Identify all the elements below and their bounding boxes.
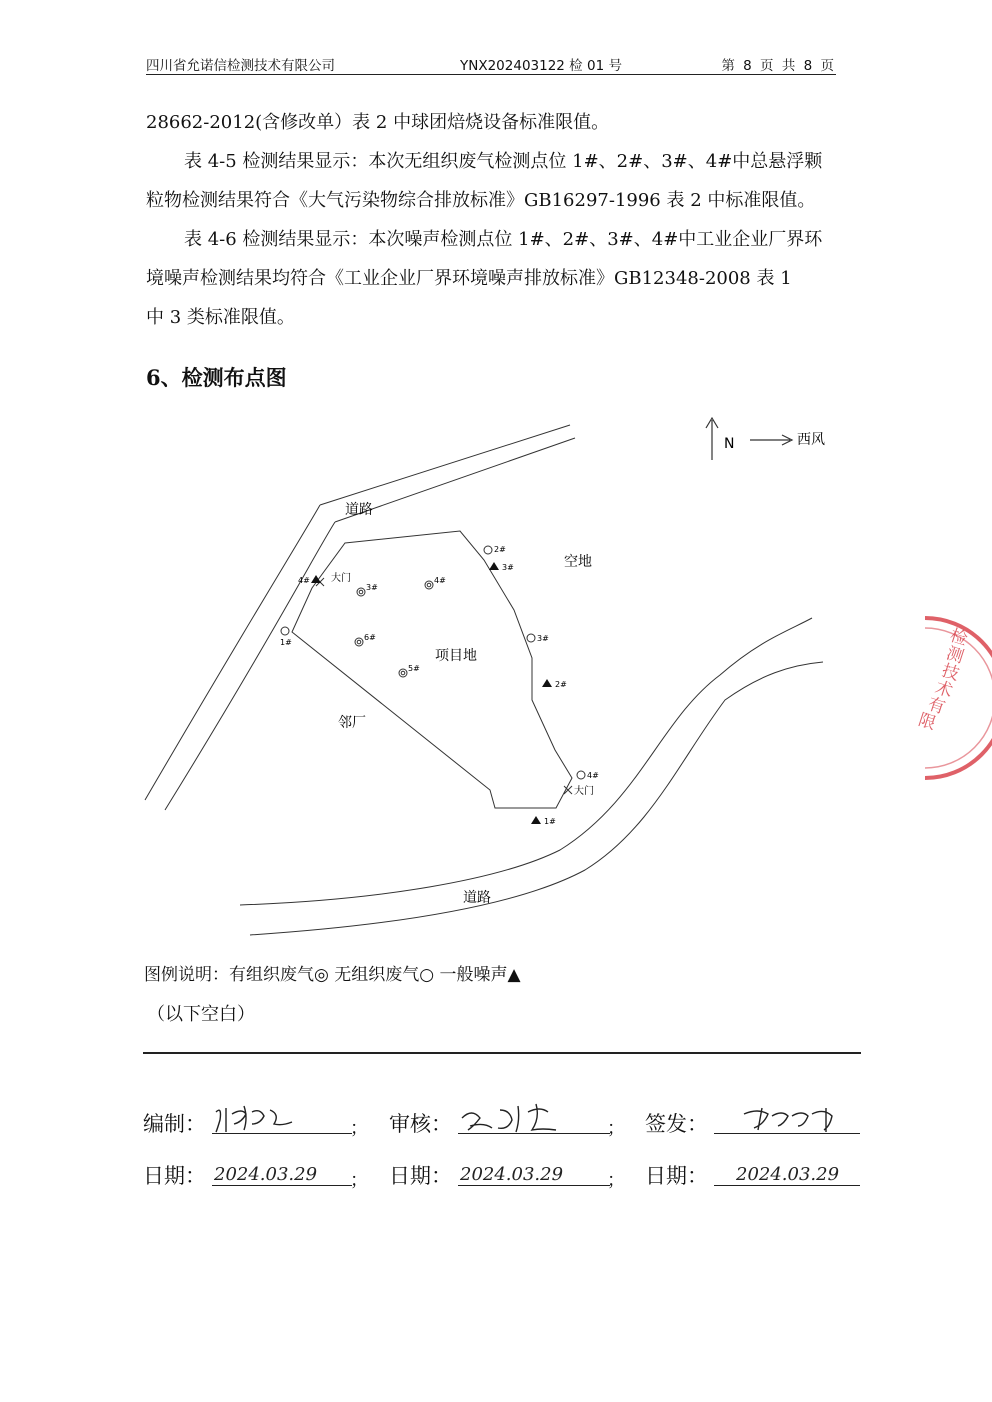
- date-label: 日期：: [389, 1164, 452, 1188]
- text-line: 境噪声检测结果均符合《工业企业厂界环境噪声排放标准》GB12348-2008 表 1: [146, 268, 792, 289]
- semicolon: ；: [350, 1170, 368, 1191]
- text-line: 表 4-6 检测结果显示：本次噪声检测点位 1#、2#、3#、4#中工业企业厂界环: [184, 229, 823, 250]
- text-line: 粒物检测结果符合《大气污染物综合排放标准》GB16297-1996 表 2 中标准限值。: [146, 190, 816, 211]
- svg-text:4#: 4#: [298, 576, 310, 585]
- date-label: 日期：: [143, 1164, 206, 1188]
- date-label: 日期：: [645, 1164, 708, 1188]
- section-title: 6、检测布点图: [146, 365, 287, 390]
- north-label: N: [724, 436, 735, 452]
- svg-text:3#: 3#: [537, 634, 549, 643]
- svg-text:3#: 3#: [366, 583, 378, 592]
- company-name: 四川省允诺信检测技术有限公司: [146, 58, 335, 74]
- svg-text:2#: 2#: [494, 545, 506, 554]
- blank-note: （以下空白）: [147, 1004, 255, 1025]
- text-line: 表 4-5 检测结果显示：本次无组织废气检测点位 1#、2#、3#、4#中总悬浮颗: [184, 151, 823, 172]
- svg-text:4#: 4#: [587, 771, 599, 780]
- wind-label: 西风: [797, 432, 825, 448]
- map-legend: 图例说明：有组织废气◎ 无组织废气○ 一般噪声▲: [144, 965, 521, 985]
- text-line: 28662-2012(含修改单）表 2 中球团焙烧设备标准限值。: [146, 112, 610, 133]
- review-label: 审核：: [389, 1112, 452, 1136]
- svg-text:6#: 6#: [364, 633, 376, 642]
- gate-label-east: 大门: [574, 786, 594, 797]
- semicolon: ；: [350, 1118, 368, 1139]
- issue-date-handwriting: 2024.03.29: [736, 1164, 840, 1185]
- issue-label: 签发：: [645, 1112, 708, 1136]
- semicolon: ；: [607, 1170, 625, 1191]
- svg-text:1#: 1#: [544, 817, 556, 826]
- gate-label-west: 大门: [331, 573, 351, 584]
- svg-text:1#: 1#: [280, 638, 292, 647]
- seal-text: 检测技术有限: [915, 625, 970, 735]
- neighbor-factory-label: 邻厂: [338, 715, 366, 731]
- svg-text:4#: 4#: [434, 576, 446, 585]
- project-site-label: 项目地: [435, 648, 477, 664]
- svg-text:2#: 2#: [555, 680, 567, 689]
- text-line: 中 3 类标准限值。: [146, 307, 295, 328]
- road-label-top: 道路: [345, 502, 373, 518]
- document-number: YNX202403122 检 01 号: [460, 58, 622, 74]
- compile-label: 编制：: [143, 1112, 206, 1136]
- page-number: 第 8 页 共 8 页: [721, 58, 836, 74]
- svg-text:5#: 5#: [408, 664, 420, 673]
- compile-date-handwriting: 2024.03.29: [214, 1164, 318, 1185]
- svg-text:3#: 3#: [502, 563, 514, 572]
- empty-land-label: 空地: [564, 554, 592, 570]
- review-date-handwriting: 2024.03.29: [460, 1164, 564, 1185]
- semicolon: ；: [607, 1118, 625, 1139]
- road-label-bottom: 道路: [463, 890, 491, 906]
